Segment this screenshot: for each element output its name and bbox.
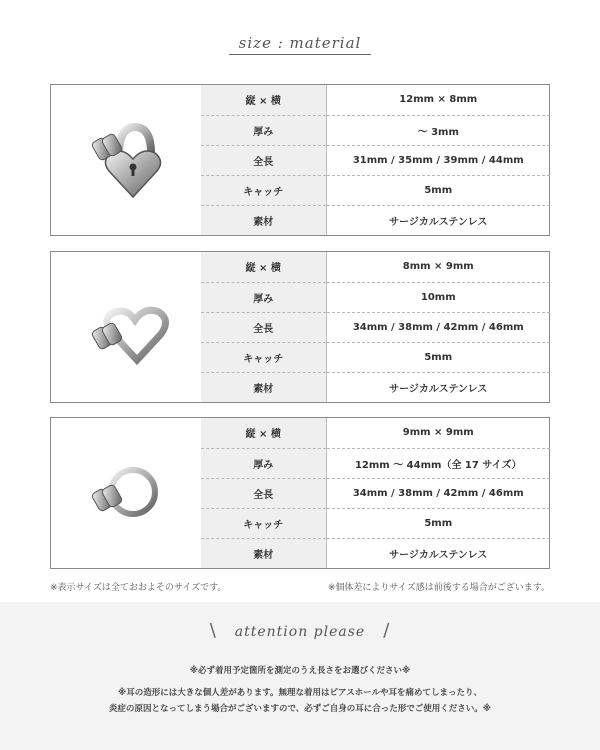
spec-value: 34mm / 38mm / 42mm / 46mm bbox=[326, 478, 550, 508]
spec-value: 10mm bbox=[326, 282, 550, 312]
table-row bbox=[201, 312, 550, 342]
spec-label: 全長 bbox=[201, 478, 326, 508]
spec-label: キャッチ bbox=[201, 175, 326, 205]
spec-value: 8mm × 9mm bbox=[326, 252, 550, 282]
table-row bbox=[201, 372, 550, 402]
table-row bbox=[201, 252, 550, 282]
note-individual-difference: ※個体差によりサイズ感は前後する場合がございます。 bbox=[327, 583, 550, 593]
spec-label: 全長 bbox=[201, 312, 326, 342]
attention-line-3: 炎症の原因となってしまう場合がございますので、必ずご自身の耳に合った形でご使用ください。※ bbox=[108, 704, 492, 714]
spec-label: 素材 bbox=[201, 538, 326, 568]
spec-value: 12mm × 8mm bbox=[326, 85, 550, 115]
attention-line-1: ※必ず着用予定箇所を測定のうえ長さをお選びください※ bbox=[189, 666, 411, 676]
product-card-heart-lock bbox=[50, 84, 550, 236]
spec-value: 5mm bbox=[326, 342, 550, 372]
spec-label: 縦 × 横 bbox=[201, 252, 326, 282]
spec-label: 縦 × 横 bbox=[201, 418, 326, 448]
attention-line-2: ※耳の造形には大きな個人差があります。無理な着用はピアスホールや耳を痛めてしまったり、 bbox=[117, 688, 483, 698]
spec-label: 全長 bbox=[201, 145, 326, 175]
heart-lock-image bbox=[51, 85, 201, 235]
spec-table-2 bbox=[201, 252, 550, 402]
table-row bbox=[201, 448, 550, 478]
table-row bbox=[201, 85, 550, 115]
table-row bbox=[201, 478, 550, 508]
heart-lock-icon bbox=[71, 105, 181, 215]
size-material-title: size : material bbox=[229, 28, 372, 55]
spec-label: キャッチ bbox=[201, 342, 326, 372]
table-row bbox=[201, 205, 550, 235]
attention-section bbox=[0, 602, 600, 750]
table-row bbox=[201, 145, 550, 175]
spec-label: 縦 × 横 bbox=[201, 85, 326, 115]
spec-label: 厚み bbox=[201, 282, 326, 312]
table-row bbox=[201, 282, 550, 312]
spec-label: 厚み bbox=[201, 115, 326, 145]
table-row bbox=[201, 418, 550, 448]
attention-title: attention please bbox=[234, 624, 366, 640]
spec-value: 〜 3mm bbox=[326, 115, 550, 145]
table-row bbox=[201, 508, 550, 538]
spec-value: 31mm / 35mm / 39mm / 44mm bbox=[326, 145, 550, 175]
spec-value: 34mm / 38mm / 42mm / 46mm bbox=[326, 312, 550, 342]
open-heart-icon bbox=[71, 272, 181, 382]
size-notes bbox=[50, 580, 550, 593]
spec-value: サージカルステンレス bbox=[389, 216, 488, 228]
table-row bbox=[201, 538, 550, 568]
spec-label: 厚み bbox=[201, 448, 326, 478]
section-title bbox=[0, 28, 600, 64]
table-row bbox=[201, 115, 550, 145]
spec-table-3 bbox=[201, 418, 550, 568]
spec-label: キャッチ bbox=[201, 508, 326, 538]
product-card-open-heart bbox=[50, 251, 550, 403]
spec-value: サージカルステンレス bbox=[389, 383, 488, 395]
spec-value: サージカルステンレス bbox=[389, 549, 488, 561]
table-row bbox=[201, 175, 550, 205]
attention-heading bbox=[0, 620, 600, 641]
ring-image bbox=[51, 418, 201, 568]
spec-table-1 bbox=[201, 85, 550, 235]
spec-value: 12mm 〜 44mm（全 17 サイズ） bbox=[326, 448, 550, 478]
spec-label: 素材 bbox=[201, 372, 326, 402]
note-approximate-size: ※表示サイズは全ておおよそのサイズです。 bbox=[50, 583, 227, 593]
spec-value: 9mm × 9mm bbox=[326, 418, 550, 448]
table-row bbox=[201, 342, 550, 372]
spec-label: 素材 bbox=[201, 205, 326, 235]
slash-right-icon: / bbox=[383, 620, 391, 641]
slash-left-icon: \ bbox=[209, 620, 217, 641]
spec-value: 5mm bbox=[326, 508, 550, 538]
open-heart-image bbox=[51, 252, 201, 402]
ring-icon bbox=[71, 438, 181, 548]
spec-value: 5mm bbox=[326, 175, 550, 205]
product-card-ring bbox=[50, 417, 550, 569]
